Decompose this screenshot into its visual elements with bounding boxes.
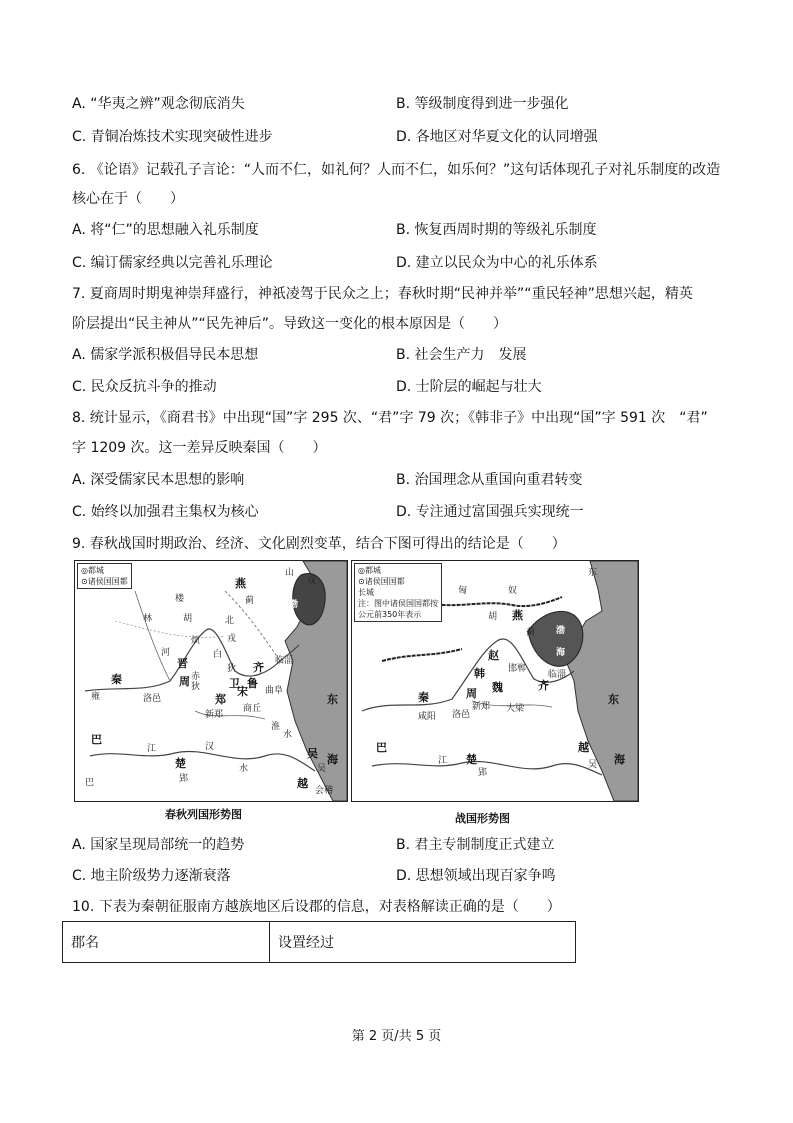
map2-label: 郢 bbox=[478, 768, 488, 778]
map2-label: 韩 bbox=[474, 667, 485, 680]
map2-legend-wall: 长城 bbox=[358, 588, 374, 597]
q6-option-b: B. 恢复西周时期的等级礼乐制度 bbox=[396, 222, 597, 238]
map2-label: 邯郸 bbox=[508, 664, 527, 674]
map1-label: 淮 bbox=[271, 722, 281, 732]
q6-stem-line1: 6. 《论语》记载孔子言论：“人而不仁，如礼何？人而不仁，如乐何？”这句话体现孔子对礼乐制度的改造 bbox=[72, 162, 721, 178]
map2-label: 蓟 bbox=[526, 628, 536, 638]
map1-label: 会稽 bbox=[315, 786, 334, 796]
map1-label: 吴 bbox=[307, 747, 318, 760]
map2-label: 吴 bbox=[588, 760, 598, 770]
map1-label: 东 bbox=[327, 693, 338, 706]
q9-option-d: D. 思想领域出现百家争鸣 bbox=[396, 868, 556, 884]
q9-option-c: C. 地主阶级势力逐渐衰落 bbox=[72, 868, 231, 884]
q7-option-c: C. 民众反抗斗争的推动 bbox=[72, 379, 217, 395]
q9-stem: 9. 春秋战国时期政治、经济、文化剧烈变革，结合下图可得出的结论是（ ） bbox=[72, 536, 566, 552]
map2-label: 胡 bbox=[488, 612, 498, 622]
q8-option-a: A. 深受儒家民本思想的影响 bbox=[72, 472, 245, 488]
map1-legend-fief: ⊙诸侯国国都 bbox=[81, 577, 128, 586]
map2-label: 江 bbox=[438, 756, 448, 766]
q5-option-b: B. 等级制度得到进一步强化 bbox=[396, 96, 569, 112]
map1-label: 山 bbox=[285, 568, 295, 578]
map1-label: 林 bbox=[143, 614, 153, 624]
table-row bbox=[63, 922, 576, 963]
map1-label: 郑 bbox=[215, 693, 226, 706]
map1-label: 楚 bbox=[175, 757, 186, 770]
q6-stem-line2: 核心在于（ ） bbox=[72, 191, 184, 207]
q8-stem-line2: 字 1209 次。这一差异反映秦国（ ） bbox=[72, 440, 327, 456]
map1-label: 水 bbox=[239, 764, 249, 774]
map1-label: 江 bbox=[147, 744, 157, 754]
map1-label: 秦 bbox=[111, 673, 122, 686]
map2-label: 洛邑 bbox=[452, 710, 471, 720]
map-warring-states bbox=[351, 560, 639, 802]
map1-label: 吴 bbox=[317, 764, 327, 774]
map1-label: 海 bbox=[283, 626, 293, 636]
page-footer: 第 2 页/共 5 页 bbox=[351, 1029, 442, 1044]
map1-label: 宋 bbox=[237, 685, 248, 698]
map1-label: 巴 bbox=[85, 778, 95, 788]
map2-label: 齐 bbox=[538, 679, 549, 692]
q10-stem: 10. 下表为秦朝征服南方越族地区后设郡的信息，对表格解读正确的是（ ） bbox=[72, 899, 561, 915]
map1-label: 新郑 bbox=[205, 710, 224, 720]
q9-option-a: A. 国家呈现局部统一的趋势 bbox=[72, 837, 245, 853]
map1-label: 狄 bbox=[191, 682, 201, 692]
q6-option-c: C. 编订儒家经典以完善礼乐理论 bbox=[72, 255, 273, 271]
q5-option-a: A. “华夷之辨”观念彻底消失 bbox=[72, 96, 245, 112]
map1-label: 越 bbox=[297, 777, 308, 790]
map1-label: 郢 bbox=[179, 774, 189, 784]
map1-label: 北 bbox=[225, 616, 235, 626]
q8-option-c: C. 始终以加强君主集权为核心 bbox=[72, 504, 259, 520]
q8-option-d: D. 专注通过富国强兵实现统一 bbox=[396, 504, 584, 520]
q7-option-b: B. 社会生产力 发展 bbox=[396, 347, 527, 363]
map1-label: 烦 bbox=[191, 636, 201, 646]
map2-label: 秦 bbox=[418, 691, 429, 704]
map1-label: 雍 bbox=[91, 692, 101, 702]
map1-label: 蓟 bbox=[245, 596, 255, 606]
map2-label: 新郑 bbox=[472, 702, 491, 712]
map1-label: 商丘 bbox=[243, 704, 262, 714]
map1-label: 白 bbox=[213, 650, 223, 660]
q6-option-d: D. 建立以民众为中心的礼乐体系 bbox=[396, 255, 598, 271]
map1-label: 周 bbox=[179, 675, 190, 688]
map2-caption: 战国形势图 bbox=[455, 812, 510, 825]
map1-label: 临淄 bbox=[275, 656, 294, 666]
map2-label: 东 bbox=[608, 693, 619, 706]
map1-label: 胡 bbox=[183, 614, 193, 624]
map1-caption: 春秋列国形势图 bbox=[165, 808, 242, 821]
map2-label: 周 bbox=[466, 687, 477, 700]
map1-label: 戎 bbox=[227, 634, 237, 644]
q5-option-d: D. 各地区对华夏文化的认同增强 bbox=[396, 129, 598, 145]
map2-label: 渤 bbox=[556, 626, 566, 636]
q7-stem-line1: 7. 夏商周时期鬼神崇拜盛行，神祇凌驾于民众之上；春秋时期“民神并举”“重民轻神”思想兴起，精英 bbox=[72, 286, 693, 302]
map2-label: 大梁 bbox=[506, 704, 525, 714]
map1-label: 海 bbox=[327, 753, 338, 766]
q10-table bbox=[62, 921, 576, 963]
map1-label: 鲁 bbox=[247, 677, 258, 690]
map2-legend-note: 注：图中诸侯国国都按公元前350年表示 bbox=[358, 599, 438, 619]
map1-label: 曲阜 bbox=[265, 686, 284, 696]
map2-label: 海 bbox=[614, 753, 625, 766]
map2-label: 东 bbox=[588, 568, 598, 578]
q9-option-b: B. 君主专制制度正式建立 bbox=[396, 837, 555, 853]
map2-label: 魏 bbox=[492, 681, 503, 694]
map-spring-autumn bbox=[74, 560, 348, 802]
map1-label: 燕 bbox=[235, 577, 246, 590]
map1-label: 河 bbox=[161, 648, 171, 658]
map1-legend-capital: ◎都城 bbox=[81, 566, 104, 575]
q7-stem-line2: 阶层提出“民主神从”“民先神后”。导致这一变化的根本原因是（ ） bbox=[72, 316, 508, 332]
map1-label: 狄 bbox=[227, 664, 237, 674]
table-header-cell: 郡名 bbox=[63, 922, 270, 963]
map2-legend-fief: ⊙诸侯国国都 bbox=[358, 577, 405, 586]
map2-label: 临淄 bbox=[548, 670, 567, 680]
map1-label: 齐 bbox=[253, 661, 264, 674]
q7-option-d: D. 士阶层的崛起与壮大 bbox=[396, 379, 542, 395]
map2-label: 赵 bbox=[488, 649, 499, 662]
q6-option-a: A. 将“仁”的思想融入礼乐制度 bbox=[72, 222, 259, 238]
map1-label: 楼 bbox=[175, 594, 185, 604]
map1-legend bbox=[77, 563, 132, 589]
map2-legend bbox=[354, 563, 442, 622]
q8-option-b: B. 治国理念从重国向重君转变 bbox=[396, 472, 583, 488]
map1-label: 水 bbox=[283, 730, 293, 740]
map2-label: 越 bbox=[578, 741, 589, 754]
map1-label: 渤 bbox=[289, 600, 299, 610]
table-header-cell: 设置经过 bbox=[270, 922, 576, 963]
map1-label: 汉 bbox=[205, 742, 215, 752]
map2-legend-capital: ◎都城 bbox=[358, 566, 381, 575]
q7-option-a: A. 儒家学派积极倡导民本思想 bbox=[72, 347, 259, 363]
map2-label: 奴 bbox=[508, 586, 518, 596]
map1-label: 洛邑 bbox=[143, 694, 162, 704]
q5-option-c: C. 青铜冶炼技术实现突破性进步 bbox=[72, 129, 273, 145]
map2-label: 楚 bbox=[466, 753, 477, 766]
map1-label: 卫 bbox=[229, 677, 240, 690]
map1-label: 巴 bbox=[91, 733, 102, 746]
map2-label: 海 bbox=[556, 648, 566, 658]
map1-label: 晋 bbox=[177, 657, 188, 670]
q8-stem-line1: 8. 统计显示，《商君书》中出现“国”字 295 次、“君”字 79 次；《韩非子》中出现“国”字 591 次 “君” bbox=[72, 410, 708, 426]
map2-label: 燕 bbox=[512, 609, 523, 622]
map2-label: 巴 bbox=[376, 741, 387, 754]
map1-label: 赤 bbox=[191, 672, 201, 682]
map2-label: 咸阳 bbox=[418, 712, 437, 722]
map2-label: 匈 bbox=[458, 586, 468, 596]
map1-label: 戎 bbox=[307, 576, 317, 586]
